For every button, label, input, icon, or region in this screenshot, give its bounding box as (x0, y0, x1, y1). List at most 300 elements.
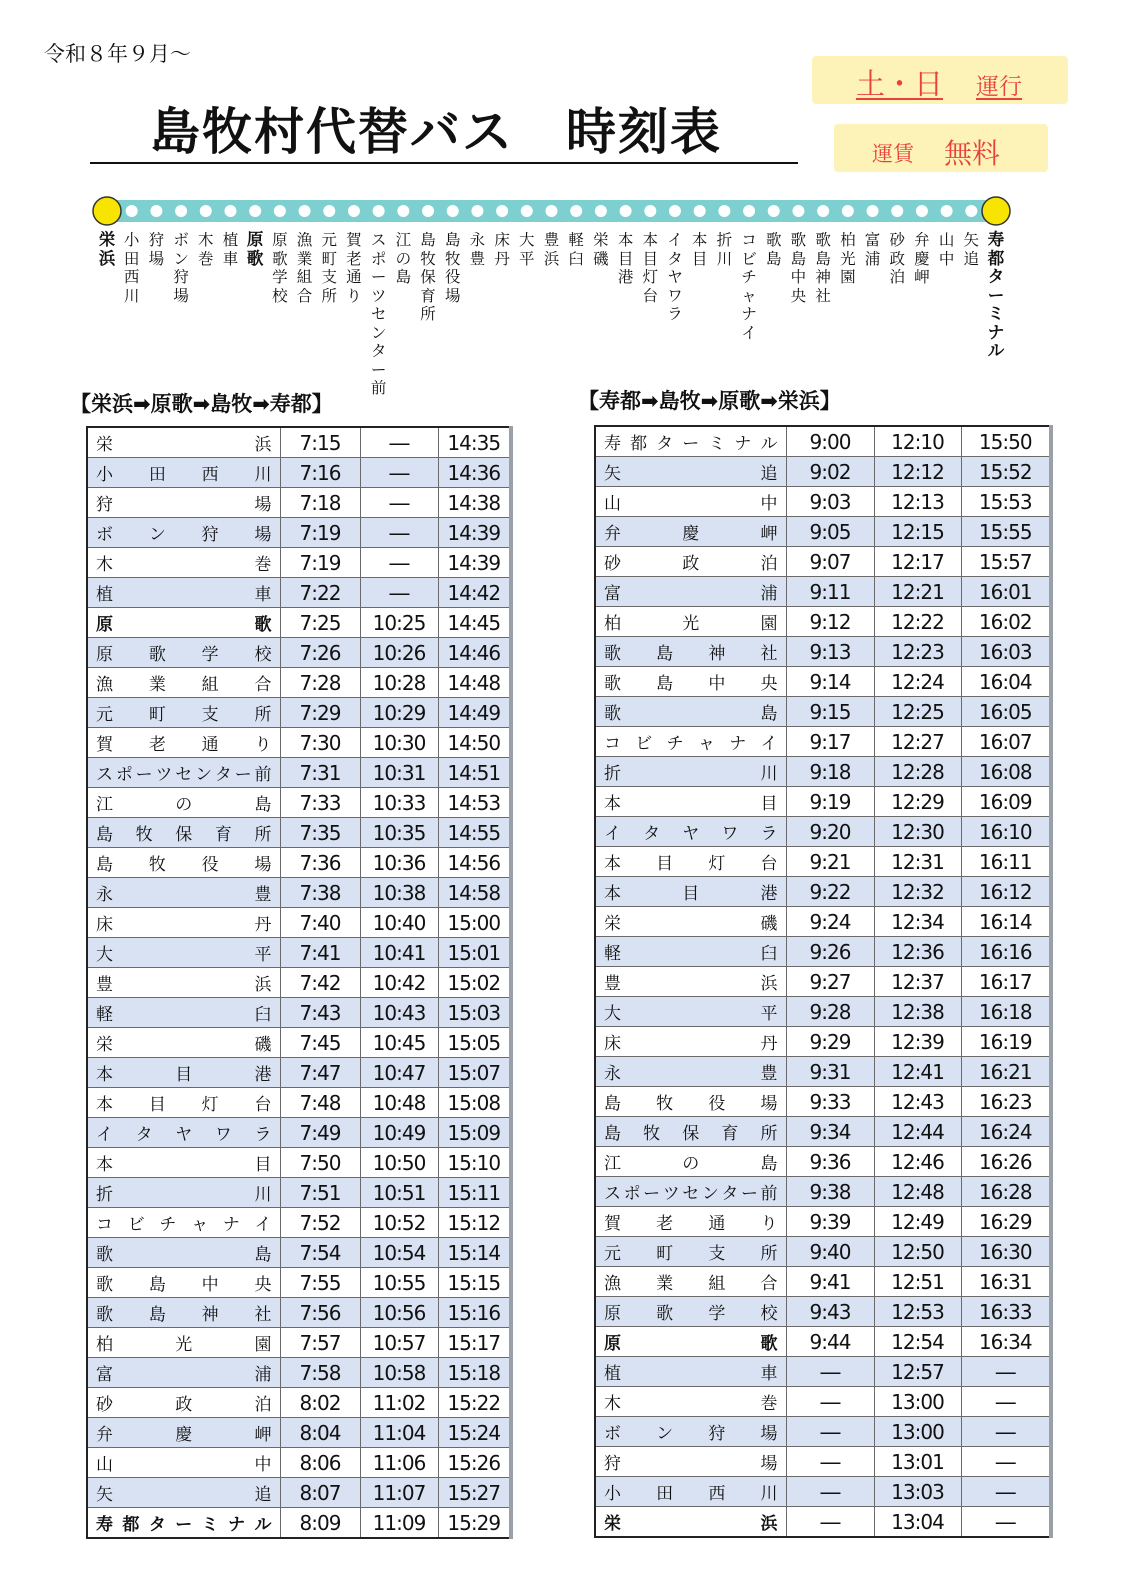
stop-marker (768, 205, 780, 217)
departure-time-cell: 7:38 (280, 878, 360, 908)
route-stop-label: 山中 (938, 231, 955, 268)
table-row (595, 787, 1051, 817)
stop-name-cell: 賀 老 通 り (87, 728, 280, 758)
departure-time-cell: 12:29 (874, 787, 961, 817)
departure-time-cell: ― (961, 1417, 1051, 1447)
table-row (595, 487, 1051, 517)
stop-name-cell: 富 浦 (87, 1358, 280, 1388)
departure-time-cell: 7:31 (280, 758, 360, 788)
table-row (595, 1417, 1051, 1447)
departure-time-cell: 15:01 (438, 938, 511, 968)
departure-time-cell: 10:57 (360, 1328, 438, 1358)
route-stop-label: 狩場 (148, 231, 165, 268)
departure-time-cell: 15:27 (438, 1478, 511, 1508)
departure-time-cell: 7:42 (280, 968, 360, 998)
departure-time-cell: 15:15 (438, 1268, 511, 1298)
table-row (87, 1328, 511, 1358)
departure-time-cell: ― (961, 1357, 1051, 1387)
departure-time-cell: 9:14 (786, 667, 874, 697)
departure-time-cell: 9:12 (786, 607, 874, 637)
table-row (87, 638, 511, 668)
table-row (87, 548, 511, 578)
fare-value: 無料 (944, 137, 1001, 170)
table-row (595, 517, 1051, 547)
stop-marker (249, 205, 261, 217)
departure-time-cell: 15:52 (961, 457, 1051, 487)
departure-time-cell: 12:41 (874, 1057, 961, 1087)
departure-time-cell: 16:04 (961, 667, 1051, 697)
departure-time-cell: 8:09 (280, 1508, 360, 1539)
route-stop-label: 本目灯台 (642, 231, 659, 305)
stop-marker (965, 205, 977, 217)
table-row (595, 547, 1051, 577)
departure-time-cell: 16:07 (961, 727, 1051, 757)
departure-time-cell: 7:49 (280, 1118, 360, 1148)
departure-time-cell: 12:32 (874, 877, 961, 907)
table-row (87, 608, 511, 638)
stop-marker (694, 205, 706, 217)
stop-name-cell: 床 丹 (595, 1027, 786, 1057)
stop-marker (941, 205, 953, 217)
departure-time-cell: 9:40 (786, 1237, 874, 1267)
route-stop-label: イタヤワラ (667, 231, 683, 323)
departure-time-cell: 9:02 (786, 457, 874, 487)
table-row (87, 878, 511, 908)
departure-time-cell: ― (360, 427, 438, 458)
departure-time-cell: 14:56 (438, 848, 511, 878)
departure-time-cell: 10:35 (360, 818, 438, 848)
departure-time-cell: 9:24 (786, 907, 874, 937)
stop-name-cell: 小 田 西 川 (87, 458, 280, 488)
terminal-stop-marker (982, 197, 1010, 225)
departure-time-cell: 12:15 (874, 517, 961, 547)
departure-time-cell: 16:12 (961, 877, 1051, 907)
departure-time-cell: 12:50 (874, 1237, 961, 1267)
departure-time-cell: 9:28 (786, 997, 874, 1027)
stop-name-cell: 栄 浜 (87, 427, 280, 458)
stop-name-cell: 本 目 灯 台 (595, 847, 786, 877)
table-row (87, 818, 511, 848)
route-stop-label: 本目港 (617, 231, 634, 286)
departure-time-cell: 7:36 (280, 848, 360, 878)
table-row (87, 698, 511, 728)
table-row (595, 1027, 1051, 1057)
departure-time-cell: ― (961, 1387, 1051, 1417)
route-stop-label: コビチャナイ (741, 231, 757, 342)
stop-name-cell: イ タ ヤ ワ ラ (87, 1118, 280, 1148)
departure-time-cell: 7:16 (280, 458, 360, 488)
stop-name-cell: 原 歌 学 校 (87, 638, 280, 668)
table-row (595, 1087, 1051, 1117)
departure-time-cell: 10:48 (360, 1088, 438, 1118)
stop-name-cell: 島 牧 保 育 所 (595, 1117, 786, 1147)
departure-time-cell: 9:15 (786, 697, 874, 727)
table-row (595, 997, 1051, 1027)
stop-marker (644, 205, 656, 217)
departure-time-cell: 7:29 (280, 698, 360, 728)
route-stop-label: 木巻 (198, 231, 214, 268)
departure-time-cell: 12:12 (874, 457, 961, 487)
stop-name-cell: 漁 業 組 合 (595, 1267, 786, 1297)
departure-time-cell: 7:15 (280, 427, 360, 458)
departure-time-cell: ― (786, 1507, 874, 1538)
departure-time-cell: 12:34 (874, 907, 961, 937)
departure-time-cell: 10:52 (360, 1208, 438, 1238)
stop-name-cell: 本 目 港 (595, 877, 786, 907)
route-map (0, 0, 1123, 420)
stop-marker (842, 205, 854, 217)
departure-time-cell: 16:34 (961, 1327, 1051, 1357)
stop-name-cell: 弁 慶 岬 (595, 517, 786, 547)
stop-name-cell: 本 目 (595, 787, 786, 817)
departure-time-cell: 14:39 (438, 518, 511, 548)
table-row (595, 727, 1051, 757)
stop-marker (397, 205, 409, 217)
departure-time-cell: 15:12 (438, 1208, 511, 1238)
departure-time-cell: 12:49 (874, 1207, 961, 1237)
departure-time-cell: 15:14 (438, 1238, 511, 1268)
stop-marker (447, 205, 459, 217)
departure-time-cell: 16:24 (961, 1117, 1051, 1147)
stop-name-cell: 砂 政 泊 (595, 547, 786, 577)
stop-marker (817, 205, 829, 217)
route-stop-label: 歌島 (765, 231, 782, 268)
departure-time-cell: 15:16 (438, 1298, 511, 1328)
departure-time-cell: 7:19 (280, 518, 360, 548)
stop-name-cell: 狩 場 (87, 488, 280, 518)
table-row (87, 788, 511, 818)
departure-time-cell: 14:53 (438, 788, 511, 818)
stop-name-cell: 栄 浜 (595, 1507, 786, 1538)
departure-time-cell: 9:29 (786, 1027, 874, 1057)
departure-time-cell: 13:00 (874, 1417, 961, 1447)
departure-time-cell: 14:48 (438, 668, 511, 698)
stop-name-cell: 賀 老 通 り (595, 1207, 786, 1237)
page-title: 島牧村代替バス 時刻表 (150, 103, 722, 161)
table-row (87, 1088, 511, 1118)
departure-time-cell: 12:57 (874, 1357, 961, 1387)
departure-time-cell: 16:21 (961, 1057, 1051, 1087)
departure-time-cell: 10:40 (360, 908, 438, 938)
table-row (87, 758, 511, 788)
table-row (87, 578, 511, 608)
stop-name-cell: 歌 島 神 社 (595, 637, 786, 667)
route-stop-label: 植車 (222, 231, 239, 268)
departure-time-cell: 9:00 (786, 426, 874, 457)
stop-name-cell: 江 の 島 (595, 1147, 786, 1177)
table-row (595, 847, 1051, 877)
route-stop-label: 島牧役場 (444, 231, 461, 305)
departure-time-cell: 16:29 (961, 1207, 1051, 1237)
departure-time-cell: 9:26 (786, 937, 874, 967)
stop-marker (200, 205, 212, 217)
departure-time-cell: 14:35 (438, 427, 511, 458)
departure-time-cell: 7:33 (280, 788, 360, 818)
stop-marker (570, 205, 582, 217)
table-row (87, 1118, 511, 1148)
route-stop-label: 原歌学校 (272, 231, 288, 305)
route-stop-label: 柏光園 (840, 231, 856, 286)
stop-marker (373, 205, 385, 217)
departure-time-cell: 7:58 (280, 1358, 360, 1388)
table-row (595, 607, 1051, 637)
stop-name-cell: 永 豊 (87, 878, 280, 908)
stop-name-cell: 寿 都 タ ー ミ ナ ル (87, 1508, 280, 1539)
departure-time-cell: ― (961, 1507, 1051, 1538)
table-row (595, 1177, 1051, 1207)
departure-time-cell: 10:31 (360, 758, 438, 788)
departure-time-cell: 12:10 (874, 426, 961, 457)
stop-marker (175, 205, 187, 217)
departure-time-cell: 10:29 (360, 698, 438, 728)
departure-time-cell: 11:07 (360, 1478, 438, 1508)
departure-time-cell: 10:38 (360, 878, 438, 908)
stop-name-cell: ス ポ ー ツ セ ン タ ー 前 (595, 1177, 786, 1207)
stop-name-cell: 植 車 (87, 578, 280, 608)
departure-time-cell: 7:35 (280, 818, 360, 848)
route-stop-label: スポーツセンター前 (370, 231, 387, 397)
departure-time-cell: 16:19 (961, 1027, 1051, 1057)
table-row (595, 1237, 1051, 1267)
departure-time-cell: 15:53 (961, 487, 1051, 517)
departure-time-cell: 14:45 (438, 608, 511, 638)
stop-name-cell: 原 歌 (87, 608, 280, 638)
departure-time-cell: 12:43 (874, 1087, 961, 1117)
table-row (595, 1327, 1051, 1357)
stop-name-cell: 矢 追 (87, 1478, 280, 1508)
route-stop-label: ボン狩場 (173, 231, 189, 305)
departure-time-cell: ― (786, 1387, 874, 1417)
departure-time-cell: 9:33 (786, 1087, 874, 1117)
departure-time-cell: 15:57 (961, 547, 1051, 577)
departure-time-cell: 14:38 (438, 488, 511, 518)
departure-time-cell: 7:19 (280, 548, 360, 578)
departure-time-cell: 7:18 (280, 488, 360, 518)
departure-time-cell: 7:55 (280, 1268, 360, 1298)
stop-marker (150, 205, 162, 217)
stop-name-cell: 歌 島 神 社 (87, 1298, 280, 1328)
route-stop-label: 小田西川 (123, 231, 140, 305)
departure-time-cell: 12:27 (874, 727, 961, 757)
stop-marker (224, 205, 236, 217)
departure-time-cell: 12:21 (874, 577, 961, 607)
stop-marker (546, 205, 558, 217)
stop-name-cell: 富 浦 (595, 577, 786, 607)
departure-time-cell: 7:28 (280, 668, 360, 698)
stop-name-cell: 寿 都 タ ー ミ ナ ル (595, 426, 786, 457)
table-row (87, 848, 511, 878)
departure-time-cell: 15:24 (438, 1418, 511, 1448)
route-stop-label: 島牧保育所 (420, 231, 436, 323)
stop-name-cell: 植 車 (595, 1357, 786, 1387)
departure-time-cell: 8:06 (280, 1448, 360, 1478)
stop-name-cell: 床 丹 (87, 908, 280, 938)
stop-name-cell: 島 牧 保 育 所 (87, 818, 280, 848)
departure-time-cell: 12:25 (874, 697, 961, 727)
departure-time-cell: 7:25 (280, 608, 360, 638)
stop-marker (620, 205, 632, 217)
departure-time-cell: 10:58 (360, 1358, 438, 1388)
route-stop-label: 砂政泊 (889, 231, 905, 286)
departure-time-cell: 7:57 (280, 1328, 360, 1358)
departure-time-cell: 16:08 (961, 757, 1051, 787)
table-row (595, 1207, 1051, 1237)
table-row (87, 427, 511, 458)
departure-time-cell: 11:02 (360, 1388, 438, 1418)
departure-time-cell: 12:23 (874, 637, 961, 667)
stop-name-cell: イ タ ヤ ワ ラ (595, 817, 786, 847)
stop-name-cell: 木 巻 (595, 1387, 786, 1417)
stop-name-cell: 大 平 (87, 938, 280, 968)
stop-name-cell: 原 歌 学 校 (595, 1297, 786, 1327)
table-row (595, 1477, 1051, 1507)
table-row (595, 457, 1051, 487)
stop-name-cell: 矢 追 (595, 457, 786, 487)
table-row (87, 1268, 511, 1298)
stop-name-cell: 栄 磯 (87, 1028, 280, 1058)
departure-time-cell: 16:09 (961, 787, 1051, 817)
departure-time-cell: 12:53 (874, 1297, 961, 1327)
table-row (87, 518, 511, 548)
departure-time-cell: 15:29 (438, 1508, 511, 1539)
route-stop-label: 矢追 (963, 231, 980, 268)
departure-time-cell: 10:45 (360, 1028, 438, 1058)
stop-name-cell: 柏 光 園 (87, 1328, 280, 1358)
stop-marker (891, 205, 903, 217)
departure-time-cell: 13:01 (874, 1447, 961, 1477)
departure-time-cell: 14:36 (438, 458, 511, 488)
stop-marker (916, 205, 928, 217)
stop-marker (792, 205, 804, 217)
departure-time-cell: 15:10 (438, 1148, 511, 1178)
departure-time-cell: 12:24 (874, 667, 961, 697)
departure-time-cell: 7:47 (280, 1058, 360, 1088)
table-row (595, 1447, 1051, 1477)
stop-marker (743, 205, 755, 217)
outbound-heading: 【栄浜➡原歌➡島牧➡寿都】 (70, 392, 333, 416)
outbound-timetable (86, 426, 513, 1539)
route-line-graphic (0, 0, 1123, 240)
table-row (595, 1297, 1051, 1327)
departure-time-cell: 14:50 (438, 728, 511, 758)
stop-marker (274, 205, 286, 217)
stop-name-cell: 栄 磯 (595, 907, 786, 937)
stop-name-cell: ス ポ ー ツ セ ン タ ー 前 (87, 758, 280, 788)
departure-time-cell: 15:50 (961, 426, 1051, 457)
table-row (87, 1058, 511, 1088)
stop-name-cell: 江 の 島 (87, 788, 280, 818)
departure-time-cell: 11:04 (360, 1418, 438, 1448)
departure-time-cell: 15:55 (961, 517, 1051, 547)
route-stop-label: 漁業組合 (296, 231, 313, 305)
table-row (87, 1508, 511, 1539)
stop-marker (867, 205, 879, 217)
table-row (595, 937, 1051, 967)
departure-time-cell: 10:33 (360, 788, 438, 818)
departure-time-cell: 10:50 (360, 1148, 438, 1178)
departure-time-cell: 15:26 (438, 1448, 511, 1478)
departure-time-cell: 9:43 (786, 1297, 874, 1327)
departure-time-cell: 15:17 (438, 1328, 511, 1358)
departure-time-cell: 10:47 (360, 1058, 438, 1088)
route-stop-label: 栄磯 (593, 231, 609, 268)
table-row (595, 637, 1051, 667)
departure-time-cell: 9:36 (786, 1147, 874, 1177)
table-row (87, 1478, 511, 1508)
table-row (87, 1148, 511, 1178)
stop-name-cell: 歌 島 (595, 697, 786, 727)
departure-time-cell: 10:42 (360, 968, 438, 998)
stop-name-cell: 柏 光 園 (595, 607, 786, 637)
departure-time-cell: 8:04 (280, 1418, 360, 1448)
stop-name-cell: 木 巻 (87, 548, 280, 578)
route-stop-label: 寿都ターミナル (987, 230, 1005, 360)
table-row (595, 1267, 1051, 1297)
table-row (595, 1117, 1051, 1147)
departure-time-cell: 15:07 (438, 1058, 511, 1088)
stop-name-cell: 狩 場 (595, 1447, 786, 1477)
departure-time-cell: 8:02 (280, 1388, 360, 1418)
stop-marker (422, 205, 434, 217)
departure-time-cell: 16:16 (961, 937, 1051, 967)
route-stop-label: 永豊 (469, 231, 486, 268)
departure-time-cell: 12:31 (874, 847, 961, 877)
departure-time-cell: 15:11 (438, 1178, 511, 1208)
route-stop-label: 江の島 (395, 231, 412, 286)
departure-time-cell: 9:31 (786, 1057, 874, 1087)
departure-time-cell: 12:13 (874, 487, 961, 517)
table-row (87, 1298, 511, 1328)
departure-time-cell: 10:56 (360, 1298, 438, 1328)
departure-time-cell: 7:54 (280, 1238, 360, 1268)
departure-time-cell: 9:22 (786, 877, 874, 907)
stop-marker (521, 205, 533, 217)
stop-marker (595, 205, 607, 217)
stop-name-cell: ボ ン 狩 場 (87, 518, 280, 548)
stop-name-cell: 歌 島 中 央 (87, 1268, 280, 1298)
departure-time-cell: 16:02 (961, 607, 1051, 637)
departure-time-cell: 12:30 (874, 817, 961, 847)
departure-time-cell: 16:10 (961, 817, 1051, 847)
departure-time-cell: 9:27 (786, 967, 874, 997)
table-row (595, 1357, 1051, 1387)
departure-time-cell: 16:05 (961, 697, 1051, 727)
route-stop-label: 大平 (519, 231, 535, 268)
table-row (595, 967, 1051, 997)
stop-name-cell: 山 中 (595, 487, 786, 517)
departure-time-cell: ― (360, 578, 438, 608)
table-row (87, 1208, 511, 1238)
inbound-timetable (594, 425, 1053, 1538)
table-row (87, 458, 511, 488)
stop-name-cell: 豊 浜 (595, 967, 786, 997)
table-row (87, 968, 511, 998)
departure-time-cell: 10:26 (360, 638, 438, 668)
departure-time-cell: 16:26 (961, 1147, 1051, 1177)
departure-time-cell: 12:37 (874, 967, 961, 997)
departure-time-cell: 8:07 (280, 1478, 360, 1508)
departure-time-cell: 9:05 (786, 517, 874, 547)
route-stop-label: 折川 (716, 231, 733, 268)
route-stop-label: 富浦 (864, 231, 881, 268)
departure-time-cell: 10:55 (360, 1268, 438, 1298)
departure-time-cell: ― (786, 1477, 874, 1507)
stop-name-cell: 原 歌 (595, 1327, 786, 1357)
departure-time-cell: 10:43 (360, 998, 438, 1028)
stop-name-cell: 島 牧 役 場 (87, 848, 280, 878)
departure-time-cell: ― (360, 458, 438, 488)
departure-time-cell: 9:34 (786, 1117, 874, 1147)
